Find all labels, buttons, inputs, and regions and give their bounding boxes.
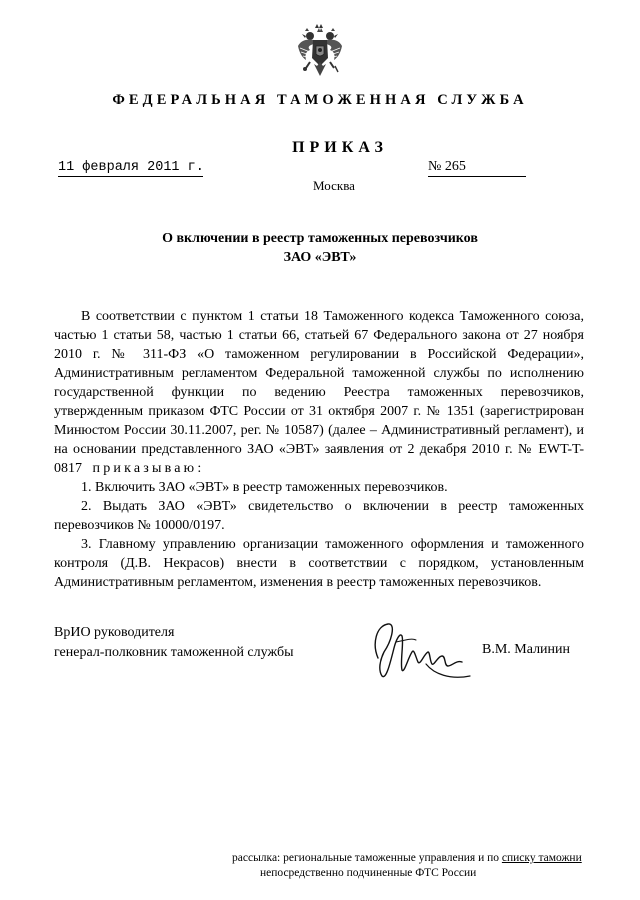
mailing-line-2: непосредственно подчиненные ФТС России (260, 867, 477, 879)
document-number: № 265 (428, 159, 526, 177)
preamble-paragraph (54, 307, 584, 478)
order-item-3: 3. Главному управлению организации таможенного оформления и таможенного контроля (Д.В. Некрасов) внести в соответствии с порядком, установленным Административным регламентом, изменения в реестр таможенных перевозчиков. (54, 537, 584, 590)
signature-icon (366, 618, 484, 690)
title-line-1: О включении в реестр таможенных перевозчиков (162, 231, 478, 246)
document-title (0, 229, 640, 267)
order-word: приказываю: (92, 461, 205, 476)
emblem-icon (296, 22, 344, 80)
position-line-1: ВрИО руководителя (54, 625, 175, 640)
agency-name: ФЕДЕРАЛЬНАЯ ТАМОЖЕННАЯ СЛУЖБА (112, 92, 528, 108)
signer-name: В.М. Малинин (482, 642, 571, 657)
position-line-2: генерал-полковник таможенной службы (54, 645, 294, 660)
mailing-list (232, 851, 622, 881)
document-body (54, 307, 584, 592)
document-type: ПРИКАЗ (292, 139, 388, 156)
signatory-position (54, 623, 293, 663)
document-city: Москва (313, 178, 355, 193)
order-item-2: 2. Выдать ЗАО «ЭВТ» свидетельство о включении в реестр таможенных перевозчиков № 10000/0197. (54, 499, 584, 533)
title-line-2: ЗАО «ЭВТ» (283, 250, 357, 265)
order-item-1: 1. Включить ЗАО «ЭВТ» в реестр таможенных перевозчиков. (81, 480, 448, 495)
preamble-text: В соответствии с пунктом 1 статьи 18 Таможенного кодекса Таможенного союза, частью 1 статьи 58, частью 1 статьи 66, статьей 67 Федерального закона от 27 ноября 2010 г. № 311-ФЗ «О таможенном регулировании в Российской Федерации», Административным регламентом Федеральной таможенной службы по исполнению государственной функции по ведению Реестра таможенных перевозчиков, утвержденным приказом ФТС России от 31 октября 2007 г. № 1351 (зарегистрирован Минюстом России 30.11.2007, рег. № 10587) (далее – Административный регламент), и на основании представленного ЗАО «ЭВТ» заявления от 2 декабря 2010 г. № EWT-T-0817 (54, 309, 584, 476)
mailing-link: списку таможни (501, 852, 582, 864)
document-date: 11 февраля 2011 г. (58, 160, 204, 175)
mailing-label: рассылка: региональные таможенные управления и по (232, 852, 500, 864)
